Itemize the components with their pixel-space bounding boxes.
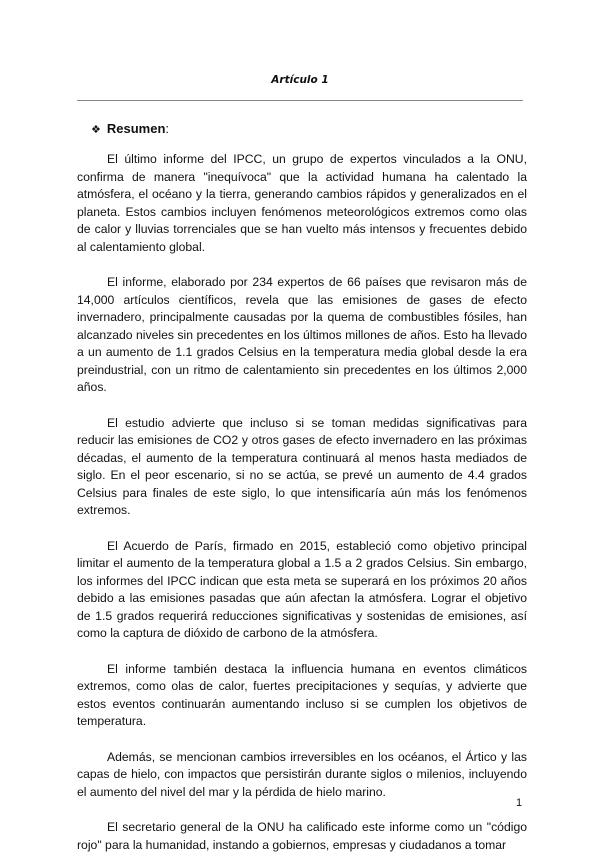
- paragraph: El último informe del IPCC, un grupo de expertos vinculados a la ONU, confirma de manera "inequívoca" que la actividad humana ha calentado la atmósfera, el océano y la tierra, generando cambios rápidos y generalizados en el planeta. Estos cambios incluyen fenómenos meteorológicos extremos como olas de calor y lluvias torrenciales que se han vuelto más intensos y frecuentes debido al calentamiento global.: [77, 152, 527, 254]
- paragraph: El informe también destaca la influencia humana en eventos climáticos extremos, como olas de calor, fuertes precipitaciones y sequías, y advierte que estos eventos continuarán aumentando incluso si se cumplen los objetivos de temperatura.: [77, 661, 527, 728]
- paragraph: El secretario general de la ONU ha calificado este informe como un "código rojo" para la humanidad, instando a gobiernos, empresas y ciudadanos a tomar: [77, 820, 527, 852]
- paragraph: El estudio advierte que incluso si se toman medidas significativas para reducir las emisiones de CO2 y otros gases de efecto invernadero en las próximas décadas, el aumento de la temperatura continuará al menos hasta mediados de siglo. En el peor escenario, si no se actúa, se prevé un aumento de 4.4 grados Celsius para finales de este siglo, lo que intensificaría aún más los fenómenos extremos.: [77, 415, 527, 517]
- section-heading-label: Resumen: [106, 121, 166, 136]
- diamond-bullet-icon: ❖: [91, 124, 101, 136]
- article-title: Artículo 1: [271, 74, 329, 86]
- paragraph: El informe, elaborado por 234 expertos de 66 países que revisaron más de 14,000 artículos científicos, revela que las emisiones de gases de efecto invernadero, principalmente causadas por la quema de combustibles fósiles, han alcanzado niveles sin precedentes en los últimos millones de años. Esto ha llevado a un aumento de 1.1 grados Celsius en la temperatura media global desde la era preindustrial, con un ritmo de calentamiento sin precedentes en los últimos 2,000 años.: [77, 275, 527, 394]
- section-heading: [91, 121, 169, 136]
- paragraph: El Acuerdo de París, firmado en 2015, estableció como objetivo principal limitar el aumento de la temperatura global a 1.5 a 2 grados Celsius. Sin embargo, los informes del IPCC indican que esta meta se superará en los próximos 20 años debido a las emisiones pasadas que aún afectan la atmósfera. Lograr el objetivo de 1.5 grados requerirá reducciones significativas y sostenidas de emisiones, así como la captura de dióxido de carbono de la atmósfera.: [77, 538, 527, 640]
- section-heading-colon: :: [165, 121, 170, 136]
- paragraph: Además, se mencionan cambios irreversibles en los océanos, el Ártico y las capas de hielo, con impactos que persistirán durante siglos o milenios, incluyendo el aumento del nivel del mar y la pérdida de hielo marino.: [77, 749, 527, 799]
- page-number: 1: [516, 797, 523, 809]
- title-divider: [77, 100, 523, 101]
- article-body: [77, 151, 527, 854]
